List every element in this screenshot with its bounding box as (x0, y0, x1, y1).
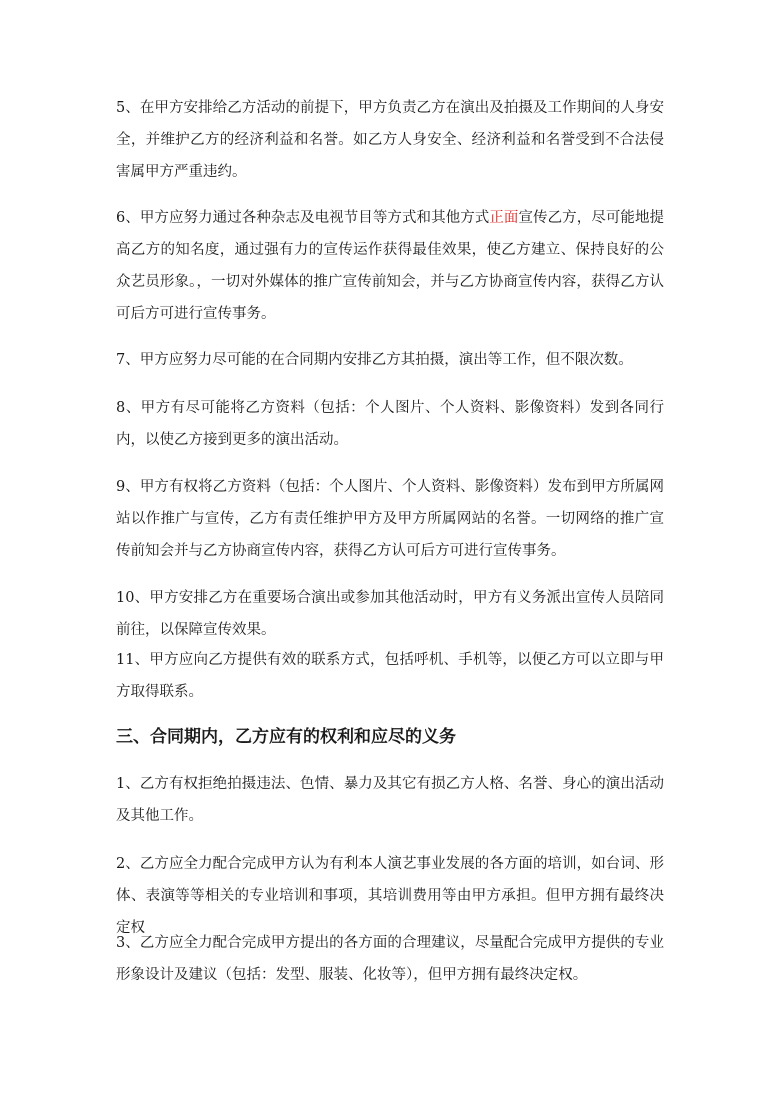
clause-10: 10、甲方安排乙方在重要场合演出或参加其他活动时，甲方有义务派出宣传人员陪同前往，以保障宣传效果。 (116, 590, 664, 638)
clause-6-highlight: 正面 (489, 210, 519, 226)
clause-6-text-start: 6、甲方应努力通过各种杂志及电视节目等方式和其他方式 (116, 210, 490, 226)
clause-6-text-end: 宣传乙方，尽可能地提高乙方的知名度，通过强有力的宣传运作获得最佳效果，使乙方建立、保持良好的公众艺员形象。，一切对外媒体的推广宣传前知会，并与乙方协商宣传内容，获得乙方认可后方可进行宣传事务。 (116, 210, 665, 322)
clause-8: 8、甲方有尽可能将乙方资料（包括：个人图片、个人资料、影像资料）发到各同行内，以使乙方接到更多的演出活动。 (116, 400, 664, 448)
clause-6 (116, 202, 664, 330)
section-3-clause-2: 2、乙方应全力配合完成甲方认为有利本人演艺事业发展的各方面的培训，如台词、形体、表演等等相关的专业培训和事项，其培训费用等由甲方承担。但甲方拥有最终决定权 (116, 856, 664, 936)
clause-7: 7、甲方应努力尽可能的在合同期内安排乙方其拍摄，演出等工作，但不限次数。 (116, 352, 633, 368)
clause-11: 11、甲方应向乙方提供有效的联系方式，包括呼机、手机等，以便乙方可以立即与甲方取得联系。 (116, 652, 664, 700)
section-3-clause-3: 3、乙方应全力配合完成甲方提出的各方面的合理建议，尽量配合完成甲方提供的专业形象设计及建议（包括：发型、服装、化妆等），但甲方拥有最终决定权。 (116, 935, 664, 983)
clause-5: 5、在甲方安排给乙方活动的前提下，甲方负责乙方在演出及拍摄及工作期间的人身安全，并维护乙方的经济利益和名誉。如乙方人身安全、经济利益和名誉受到不合法侵害属甲方严重违约。 (116, 100, 664, 180)
section-3-title: 三、合同期内，乙方应有的权利和应尽的义务 (116, 727, 456, 747)
clause-9: 9、甲方有权将乙方资料（包括：个人图片、个人资料、影像资料）发布到甲方所属网站以作推广与宣传，乙方有责任维护甲方及甲方所属网站的名誉。一切网络的推广宣传前知会并与乙方协商宣传内容，获得乙方认可后方可进行宣传事务。 (116, 479, 664, 559)
section-3-clause-1: 1、乙方有权拒绝拍摄违法、色情、暴力及其它有损乙方人格、名誉、身心的演出活动及其他工作。 (116, 776, 664, 824)
